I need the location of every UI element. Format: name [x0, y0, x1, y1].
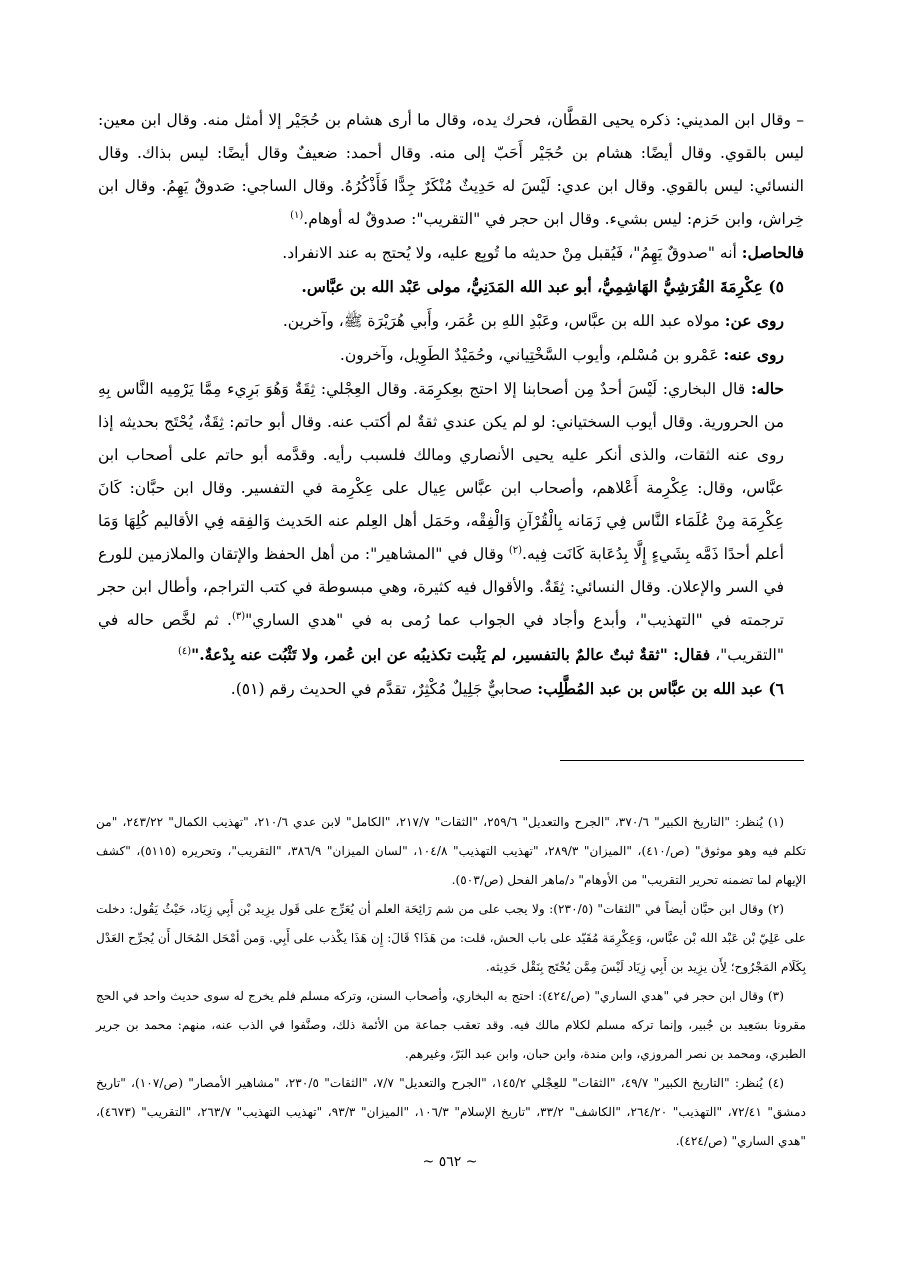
narrated-from: [98, 304, 804, 338]
ibn-abbas-label: ٦) عبد الله بن عبَّاس بن عبد المُطَّلِب:: [537, 678, 784, 698]
status-text-c: . ثم لخَّص حاله في "التقريب"،: [98, 611, 784, 664]
summary-paragraph: [98, 236, 804, 270]
status-verdict: فقال: "ثقةٌ ثبتٌ عالمٌ بالتفسير، لم يَثْبت تكذيبُه عن ابن عُمر، ولا تَثْبُت عنه بِدْعةٌ.": [191, 644, 711, 664]
paragraph-text: – وقال ابن المديني: ذكره يحيى القطَّان، فحرك يده، وقال ما أرى هشام بن حُجَيْر إلا أمثل منه. وقال ابن معين: ليس بالقوي. وقال أيضًا: هشام بن حُجَيْر أَحَبّ إلى منه. وقال أحمد: ضعيفٌ وقال أيضًا: ليس بذاك. وقال النسائي: ليس بالقوي. وقال ابن عدي: لَيْسَ له حَدِيثٌ مُنْكَرٌ جِدًّا فَأَذْكُرُهُ. وقال الساجي: صَدوقٌ يَهِمُ. وقال ابن خِراش، وابن حَزم: ليس بشيء. وقال ابن حجر في "التقريب": صدوقٌ له أوهام.: [98, 111, 804, 229]
narrator-heading-ikrima: ٥) عِكْرِمَةَ القُرَشِيُّ الهَاشِمِيُّ، أبو عبد الله المَدَنِيُّ، مولى عَبْد الله بن عبَّاس.: [301, 277, 784, 297]
narrated-from-text: مولاه عبد الله بن عبَّاس، وعَبْدِ اللهِ بن عُمَر، وأَبي هُرَيْرَة ﷺ، وآخرين.: [282, 311, 725, 330]
status-paragraph: [98, 372, 804, 672]
paragraph-ibn-madini: [98, 104, 804, 236]
narrated-from-label: روى عن:: [724, 310, 784, 330]
footnotes: [96, 808, 806, 1156]
ibn-abbas-text: صحابيٌّ جَلِيلٌ مُكْثِرٌ، تقدَّم في الحديث رقم (٥١).: [230, 679, 538, 698]
summary-label: فالحاصل:: [741, 243, 804, 263]
summary-text: أنه "صدوقٌ يَهِمُ"، فَيُقبل مِنْ حديثه ما تُوبِع عليه، ولا يُحتج به عند الانفراد.: [282, 244, 742, 263]
narrated-by-text: عَمْرو بن مُسْلم، وأيوب السَّخْتِياني، وحُمَيْدٌ الطَوِيل، وآخرون.: [339, 345, 724, 364]
footnote-ref-4: (٤): [177, 645, 192, 657]
footnote-1: (١) يُنظر: "التاريخ الكبير" ٣٧٠/٦، "الجرح والتعديل" ٢٥٩/٦، "الثقات" ٢١٧/٧، "الكامل" لابن عدي ٢١٠/٦، "تهذيب الكمال" ٢٤٣/٢٢، "من تكلم فيه وهو موثوق" (ص/٤١٠)، "الميزان" ٢٨٩/٣، "تهذيب التهذيب" ١٠٤/٨، "لسان الميزان" ٣٨٦/٩، "التقريب"، وتحريره (٥١١٥)، "كشف الإيهام لما تضمنه تحرير التقريب" من الأوهام" د/ماهر الفحل (ص/٥٠٣).: [96, 815, 806, 887]
status-text-b: وقال في "المشاهير": من أهل الحفظ والإتقان والملازمين للورع في السر والإعلان. وقال النسائي: ثِقَةٌ. والأقوال فيه كثيرة، وهي مبسوطة في كتب التراجم، وأطال ابن حجر ترجمته في "التهذيب"، وأبدع وأجاد في الجواب عما رُمى به في "هدي الساري": [98, 545, 784, 630]
footnote-3: (٣) وقال ابن حجر في "هدي الساري" (ص/٤٢٤): احتج به البخاري، وأصحاب السنن، وتركه مسلم فلم يخرج له سوى حديث واحد في الحج مقرونا بسَعِيد بن جُبير، وإنما تركه مسلم لكلام مالك فيه. وقد تعقب جماعة من الأئمة ذلك، وصنَّفوا في الذب عنه، منهم: محمد بن جرير الطبري، ومحمد بن نصر المروزي، وابن مندة، وابن حبان، وابن عبد البَرّ، وغيرهم.: [96, 989, 806, 1061]
footnote-ref-2: (٢): [508, 545, 523, 557]
footnote-ref-1: (١): [290, 210, 304, 222]
status-label: حاله:: [750, 378, 784, 398]
footnote-4: (٤) يُنظر: "التاريخ الكبير" ٤٩/٧، "الثقات" للعِجْلي ١٤٥/٢، "الجرح والتعديل" ٧/٧، "الثقات" ٢٣٠/٥، "مشاهير الأمصار" (ص/١٠٧)، "تاريخ دمشق" ٧٢/٤١، "التهذيب" ٢٦٤/٢٠، "الكاشف" ٣٣/٢، "تاريخ الإسلام" ١٠٦/٣، "الميزان" ٩٣/٣، "تهذيب التهذيب" ٢٦٣/٧، "التقريب" (٤٦٧٣)، "هدي الساري" (ص/٤٢٤).: [96, 1076, 807, 1148]
narrated-by: [98, 338, 804, 372]
footnote-2: (٢) وقال ابن حبَّان أيضاً في "الثقات" (٢٣٠/٥): ولا يجب على من شم رَائِحَة العلم أن يُعَرِّج على قَول يزِيد بْن أَبِي زِيَاد، حَيْثُ يَقُول: دخلت على عَلِيّ بْن عَبْد الله بْن عبَّاس، وَعِكْرِمَة مُقَيّد على باب الحش، قلت: من هَذَا؟ قَالَ: إِن هَذَا يكْذب على أَبِي. وَمن أمْحَل المُحَال أَن يُجرِّح العَدْل بِكَلَام المَجْرُوح؛ لِأَن يزِيد بن أَبِي زِيَاد لَيْسَ مِمَّن يُحْتَج بِنَقْل حَدِيثه.: [96, 902, 806, 974]
narrated-by-label: روى عنه:: [723, 344, 784, 364]
page-number: ~ ٥٦٢ ~: [422, 1154, 478, 1170]
status-text-a: قال البخاري: لَيْسَ أحدٌ مِن أصحابنا إلا احتج بعِكرِمَة. وقال العِجْلي: ثِقَةٌ وَهُوَ بَرِيء مِمَّا يَرْمِيه النَّاس بِهِ من الحرورية. وقال أيوب السختياني: لو لم يكن عندي ثقةٌ لم أكتب عنه. وقال أبو حاتم: ثِقَةٌ، يُحْتَج بحديثه إذا روى عنه الثقات، والذى أنكر عليه يحيى الأنصاري ومالك فلسبب رأيه. وقدَّمه أبو حاتم على أصحاب ابن عبَّاس، وقال: عِكْرِمة أَعْلاهم، وأصحاب ابن عبَّاس عِيال على عِكْرِمة في التفسير. وقال ابن حبَّان: كَانَ عِكْرِمَة مِنْ عُلَمَاء النَّاس فِي زَمَانه بِالْقُرْآنِ وَالْفِقْه، وحَمَل أهل العِلم عنه الحَديث وَالفِقه فِي الأقاليم كُلِهَا وَمَا أعلم أحدًا ذَمَّه بِشَيءٍ إِلَّا بِدُعَابة كَانَت فِيه.: [98, 379, 784, 564]
footnote-ref-3: (٣): [231, 611, 246, 623]
footnote-separator: [560, 760, 804, 761]
narrator-heading-ibn-abbas: [98, 672, 804, 706]
main-text: [98, 104, 804, 706]
